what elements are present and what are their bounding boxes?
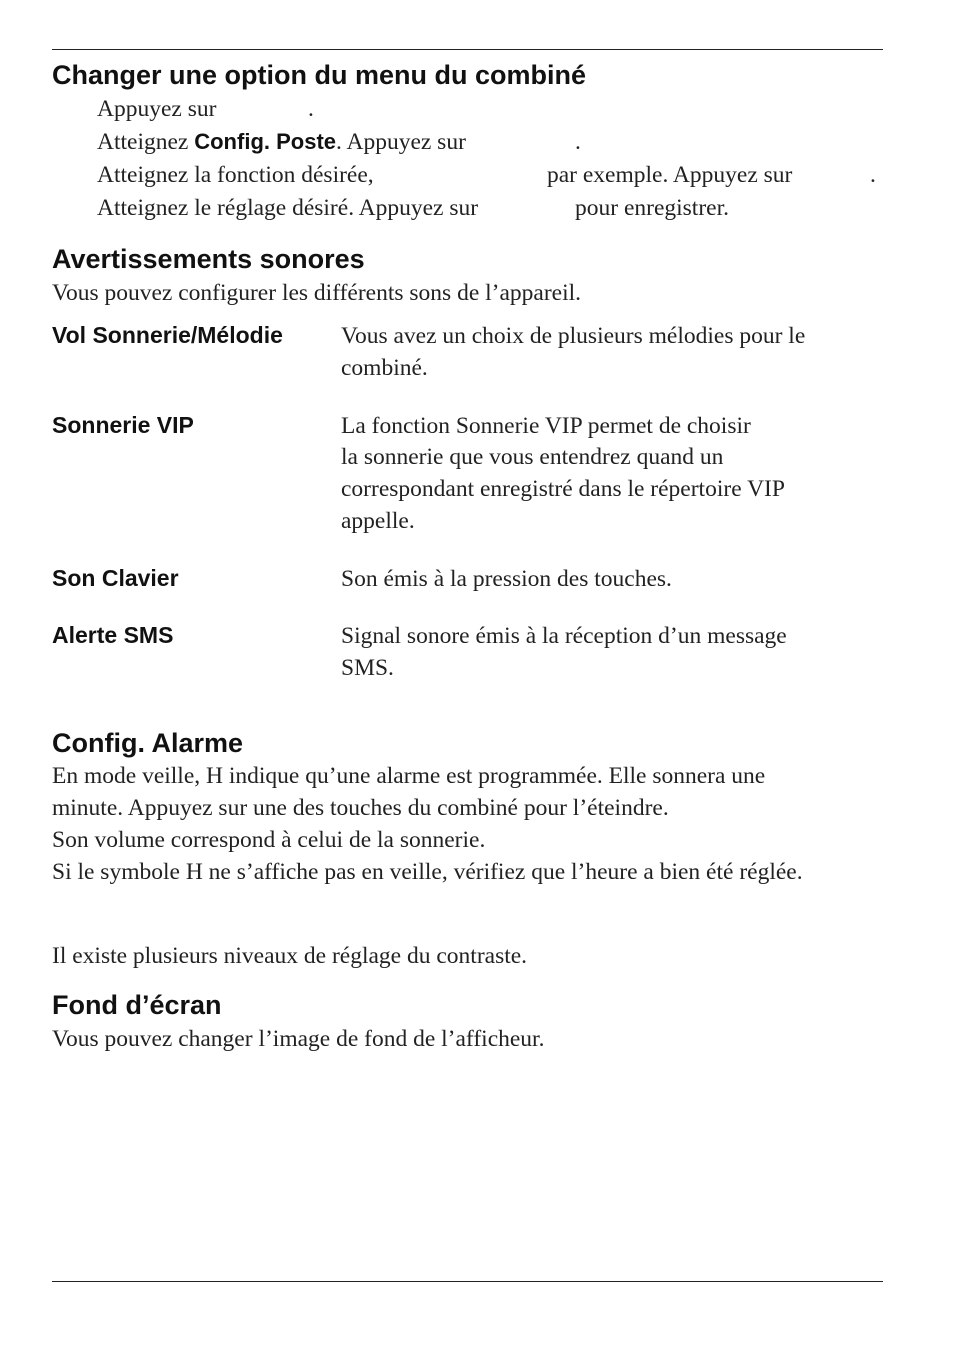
def-alerte-sms-line-2: SMS. [341,655,394,681]
config-poste-label: Config. Poste [194,129,337,154]
def-vol-sonnerie-line-1: Vous avez un choix de plusieurs mélodies pour le [341,323,806,349]
step-3-text: Atteignez la fonction désirée, [97,162,374,188]
step-2-dot: . [575,129,581,155]
contraste-text: Il existe plusieurs niveaux de réglage du contraste. [52,943,528,969]
step-1-text: Appuyez sur [97,96,217,122]
step-2-pre: Atteignez [97,129,195,155]
step-4-post: pour enregistrer. [575,195,730,221]
heading-changer-option: Changer une option du menu du combiné [52,60,586,90]
step-1-dot: . [308,96,314,122]
def-sonnerie-vip-line-1: La fonction Sonnerie VIP permet de choisir [341,413,751,439]
alarme-line-1: En mode veille, H indique qu’une alarme est programmée. Elle sonnera une [52,763,766,789]
def-sonnerie-vip-line-2: la sonnerie que vous entendrez quand un [341,444,724,470]
alarme-line-2: minute. Appuyez sur une des touches du combiné pour l’éteindre. [52,795,669,821]
step-4-text: Atteignez le réglage désiré. Appuyez sur [97,195,479,221]
step-3-mid: par exemple. Appuyez sur [547,162,793,188]
bottom-rule [52,1281,883,1282]
avertissements-intro: Vous pouvez configurer les différents sons de l’appareil. [52,280,582,306]
alarme-line-3: Son volume correspond à celui de la sonnerie. [52,827,486,853]
step-2-text [97,126,466,158]
def-alerte-sms-line-1: Signal sonore émis à la réception d’un message [341,623,787,649]
def-sonnerie-vip-line-3: correspondant enregistré dans le répertoire VIP [341,476,785,502]
top-rule [52,49,883,50]
def-vol-sonnerie-line-2: combiné. [341,355,428,381]
heading-fond-ecran: Fond d’écran [52,990,222,1020]
def-son-clavier-line-1: Son émis à la pression des touches. [341,566,672,592]
heading-config-alarme: Config. Alarme [52,728,244,758]
term-sonnerie-vip: Sonnerie VIP [52,412,194,438]
term-vol-sonnerie: Vol Sonnerie/Mélodie [52,322,283,348]
term-alerte-sms: Alerte SMS [52,622,174,648]
step-2-post: . Appuyez sur [336,129,466,155]
fond-ecran-text: Vous pouvez changer l’image de fond de l’afficheur. [52,1026,545,1052]
term-son-clavier: Son Clavier [52,565,179,591]
alarme-line-4: Si le symbole H ne s’affiche pas en veille, vérifiez que l’heure a bien été réglée. [52,859,803,885]
step-3-dot: . [870,162,876,188]
heading-avertissements: Avertissements sonores [52,244,365,274]
def-sonnerie-vip-line-4: appelle. [341,508,415,534]
